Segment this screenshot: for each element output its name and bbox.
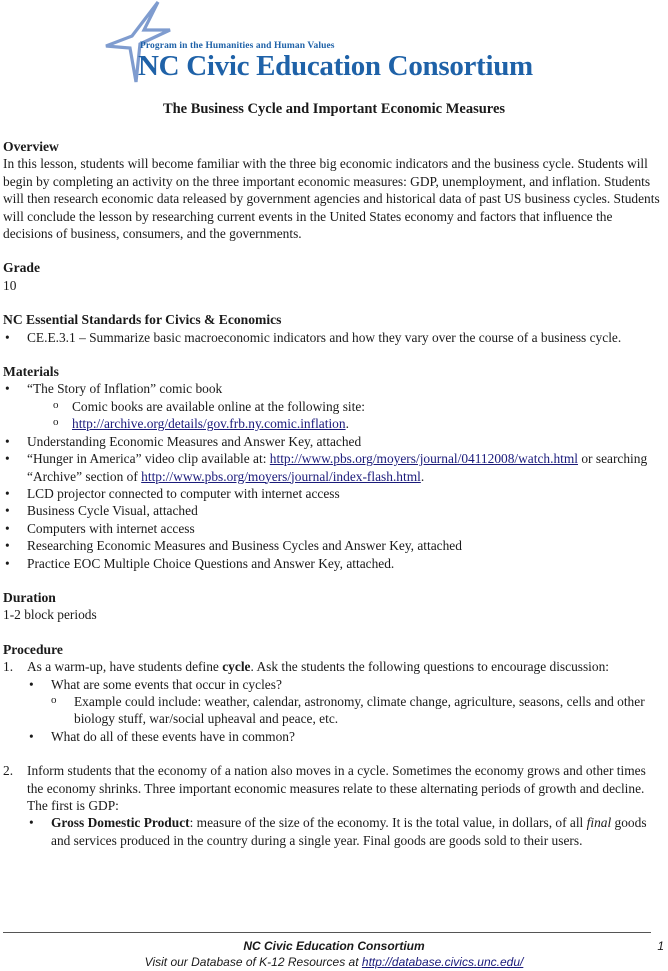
- gdp-definition: [27, 814, 663, 849]
- discussion-question: • What are some events that occur in cycles?: [27, 676, 663, 693]
- standards-section: [3, 311, 663, 346]
- program-subtitle: Program in the Humanities and Human Values: [140, 41, 335, 51]
- material-item: • Researching Economic Measures and Business Cycles and Answer Key, attached: [3, 537, 663, 554]
- emphasis-final: final: [586, 815, 612, 831]
- overview-text: In this lesson, students will become familiar with the three big economic indicators and the business cycle. Students will begin by completing an activity on the three important economic measures: GDP, unemployment, and inflation. Students will then research economic data released by government agencies and historical data of past US business cycles. Students will conclude the lesson by researching current events in the United States economy and factors that influence the decisions of business, consumers, and the governments.: [3, 156, 660, 242]
- database-link[interactable]: http://database.civics.unc.edu/: [361, 955, 524, 969]
- pbs-index-link[interactable]: http://www.pbs.org/moyers/journal/index-flash.html: [141, 468, 421, 484]
- logo-header: [100, 0, 533, 92]
- overview-section: [3, 138, 663, 242]
- procedure-heading: Procedure: [3, 641, 63, 657]
- standard-item: • CE.E.3.1 – Summarize basic macroeconomic indicators and how they vary over the course of a business cycle.: [3, 329, 663, 346]
- grade-section: [3, 259, 663, 294]
- step-text: [27, 658, 663, 675]
- duration-heading: Duration: [3, 589, 56, 605]
- procedure-step-2: [3, 762, 663, 849]
- page-number: 1: [657, 939, 664, 953]
- material-subitem: [3, 415, 663, 432]
- materials-section: [3, 363, 663, 572]
- comic-inflation-link[interactable]: http://archive.org/details/gov.frb.ny.comic.inflation: [72, 416, 346, 432]
- procedure-section: [3, 641, 663, 849]
- procedure-step-1: [3, 658, 663, 745]
- discussion-question: • What do all of these events have in common?: [27, 728, 663, 745]
- material-item: • Computers with internet access: [3, 520, 663, 537]
- term-gdp: Gross Domestic Product: [51, 815, 190, 831]
- materials-heading: Materials: [3, 364, 59, 380]
- punctuation: .: [420, 468, 425, 484]
- discussion-example: o Example could include: weather, calendar, astronomy, climate change, agriculture, seasons, cells and other biology stuff, war/social upheaval and peace, etc.: [27, 693, 663, 728]
- duration-section: [3, 589, 663, 624]
- pbs-watch-link[interactable]: http://www.pbs.org/moyers/journal/04112008/watch.html: [269, 451, 579, 467]
- document-body: [3, 138, 663, 849]
- step-text-part: . Ask the students the following questions to encourage discussion:: [250, 659, 610, 675]
- step-text-part: As a warm-up, have students define: [27, 659, 223, 675]
- material-item: • Understanding Economic Measures and Answer Key, attached: [3, 433, 663, 450]
- footer-org: NC Civic Education Consortium: [243, 939, 425, 953]
- punctuation: .: [345, 416, 349, 432]
- brand-name: NC Civic Education Consortium: [138, 50, 533, 82]
- overview-heading: Overview: [3, 139, 59, 154]
- term-cycle: cycle: [222, 659, 251, 675]
- material-text: or searching “Archive” section of: [27, 451, 648, 484]
- step-text: Inform students that the economy of a nation also moves in a cycle. Sometimes the economy grows and other times the economy shrinks. Three important economic measures relate to these alternating periods of growth and decline. The first is GDP:: [27, 763, 646, 813]
- footer-divider: [3, 932, 651, 933]
- step-number: 1.: [3, 659, 14, 675]
- material-item: • Business Cycle Visual, attached: [3, 502, 663, 519]
- step-number: 2.: [3, 763, 14, 779]
- grade-value: 10: [3, 277, 17, 293]
- footer-visit: [0, 954, 668, 971]
- duration-value: 1-2 block periods: [3, 607, 97, 623]
- standards-heading: NC Essential Standards for Civics & Economics: [3, 312, 282, 328]
- material-item: • “The Story of Inflation” comic book: [3, 380, 663, 397]
- material-item: • Practice EOC Multiple Choice Questions and Answer Key, attached.: [3, 555, 663, 572]
- standards-list: [3, 329, 663, 346]
- materials-list: [3, 380, 663, 571]
- material-text: “Hunger in America” video clip available at:: [27, 451, 270, 467]
- material-item: • LCD projector connected to computer with internet access: [3, 485, 663, 502]
- footer-visit-text: Visit our Database of K-12 Resources at: [144, 955, 362, 969]
- document-title: The Business Cycle and Important Economic Measures: [162, 101, 506, 117]
- definition-text: goods and services produced in the country during a single year. Final goods are goods sold to their users.: [51, 815, 647, 848]
- grade-heading: Grade: [3, 260, 40, 276]
- material-subitem: o Comic books are available online at the following site:: [3, 398, 663, 415]
- material-item: [3, 450, 663, 485]
- definition-text: : measure of the size of the economy. It is the total value, in dollars, of all: [189, 815, 587, 831]
